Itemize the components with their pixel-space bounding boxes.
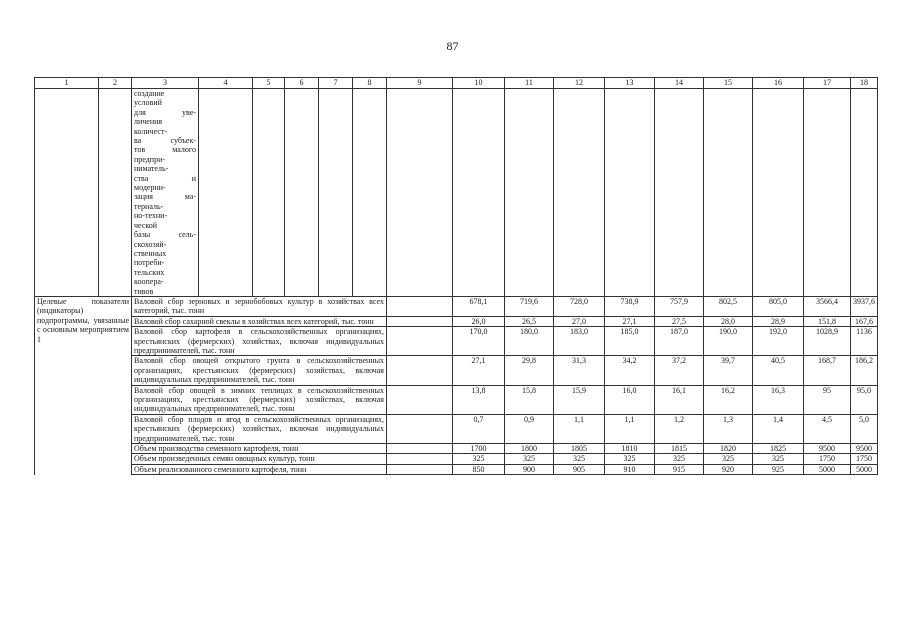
- indicator-name: Валовой сбор зерновых и зернобобовых культур в хозяйствах всех категорий, тыс. тонн: [132, 296, 387, 316]
- cell: [387, 414, 453, 443]
- indicator-value: 5000: [851, 464, 878, 474]
- cell: [285, 89, 319, 297]
- indicator-value: 3937,6: [851, 296, 878, 316]
- column-number-3: 3: [132, 78, 199, 89]
- column-number-7: 7: [319, 78, 353, 89]
- indicator-value: 29,8: [505, 356, 554, 385]
- cell: [851, 89, 878, 297]
- cell: [35, 89, 99, 297]
- indicator-value: 1750: [851, 454, 878, 464]
- indicator-value: 15,8: [505, 385, 554, 414]
- indicator-value: 28,0: [704, 316, 753, 326]
- cell: [753, 89, 804, 297]
- indicator-value: 1810: [605, 444, 655, 454]
- indicator-name: Объем реализованного семенного картофеля, тонн: [132, 464, 387, 474]
- column-number-1: 1: [35, 78, 99, 89]
- measure-text-line: териаль-: [134, 201, 164, 211]
- indicator-value: 1,1: [605, 414, 655, 443]
- indicator-value: 1,1: [554, 414, 605, 443]
- indicator-value: 905: [554, 464, 605, 474]
- indicator-value: 1815: [655, 444, 704, 454]
- indicator-value: 167,6: [851, 316, 878, 326]
- indicator-name: Валовой сбор плодов и ягод в сельскохозяйственных организациях, крестьянских (фермерских) хозяйствах, включая индивидуальных предпринимателей, тыс. тонн: [132, 414, 387, 443]
- indicator-value: 34,2: [605, 356, 655, 385]
- cell: [387, 356, 453, 385]
- cell: [253, 89, 285, 297]
- indicator-value: 151,8: [804, 316, 851, 326]
- indicator-value: 16,0: [605, 385, 655, 414]
- indicator-value: 95,0: [851, 385, 878, 414]
- indicator-value: 9500: [851, 444, 878, 454]
- measure-text-line: создание: [134, 89, 165, 98]
- indicator-value: 31,3: [554, 356, 605, 385]
- indicator-value: 0,7: [453, 414, 505, 443]
- indicator-value: 325: [704, 454, 753, 464]
- measure-text-line: предпри-: [134, 154, 166, 164]
- column-number-16: 16: [753, 78, 804, 89]
- column-number-13: 13: [605, 78, 655, 89]
- measure-text-line: тов малого: [134, 145, 196, 155]
- cell: [505, 89, 554, 297]
- indicator-value: 1820: [704, 444, 753, 454]
- indicator-value: 16,3: [753, 385, 804, 414]
- indicator-value: 186,2: [851, 356, 878, 385]
- cell: [387, 316, 453, 326]
- indicator-value: 37,2: [655, 356, 704, 385]
- indicator-row: [35, 464, 878, 474]
- indicator-value: 27,0: [554, 316, 605, 326]
- indicator-value: 719,6: [505, 296, 554, 316]
- indicator-value: 5000: [804, 464, 851, 474]
- column-number-2: 2: [99, 78, 132, 89]
- indicator-value: 1,3: [704, 414, 753, 443]
- indicator-value: 16,1: [655, 385, 704, 414]
- indicator-value: 738,9: [605, 296, 655, 316]
- indicator-value: 9500: [804, 444, 851, 454]
- column-number-5: 5: [253, 78, 285, 89]
- indicator-value: 190,0: [704, 327, 753, 356]
- indicator-value: 39,7: [704, 356, 753, 385]
- indicator-value: 168,7: [804, 356, 851, 385]
- column-number-14: 14: [655, 78, 704, 89]
- indicator-value: 325: [655, 454, 704, 464]
- indicator-value: 95: [804, 385, 851, 414]
- indicator-value: 850: [453, 464, 505, 474]
- column-number-18: 18: [851, 78, 878, 89]
- indicator-value: 26,0: [453, 316, 505, 326]
- cell: [387, 89, 453, 297]
- cell: [387, 385, 453, 414]
- indicator-value: 28,9: [753, 316, 804, 326]
- cell: [387, 444, 453, 454]
- cell: [387, 296, 453, 316]
- indicator-value: 325: [605, 454, 655, 464]
- indicator-name: Валовой сбор картофеля в сельскохозяйственных организациях, крестьянских (фермерских) хозяйствах, включая индивидуальных предпринимателей, тыс. тонн: [132, 327, 387, 356]
- cell: [387, 454, 453, 464]
- indicator-value: 1136: [851, 327, 878, 356]
- indicator-value: 1800: [505, 444, 554, 454]
- measure-text-line: ва субъек-: [134, 136, 196, 146]
- indicator-value: 915: [655, 464, 704, 474]
- indicator-value: 187,0: [655, 327, 704, 356]
- measure-text-line: модерни-: [134, 183, 166, 193]
- indicator-value: 325: [453, 454, 505, 464]
- column-number-15: 15: [704, 78, 753, 89]
- indicator-value: 40,5: [753, 356, 804, 385]
- indicator-value: 27,5: [655, 316, 704, 326]
- indicator-name: Валовой сбор сахарной свеклы в хозяйствах всех категорий, тыс. тонн: [132, 316, 387, 326]
- indicator-row: [35, 444, 878, 454]
- indicator-value: 4,5: [804, 414, 851, 443]
- measure-description: [132, 89, 199, 297]
- indicator-name: Объем производства семенного картофеля, тонн: [132, 444, 387, 454]
- indicator-value: 26,5: [505, 316, 554, 326]
- indicator-value: 325: [554, 454, 605, 464]
- measure-text-line: но-техни-: [134, 211, 168, 221]
- measure-text-line: количест-: [134, 126, 168, 136]
- indicator-value: 925: [753, 464, 804, 474]
- indicator-value: 183,0: [554, 327, 605, 356]
- measure-text-line: тельских: [134, 267, 165, 277]
- cell: [804, 89, 851, 297]
- indicator-value: 180,0: [505, 327, 554, 356]
- measure-text-line: личения: [134, 117, 163, 127]
- indicator-row: [35, 327, 878, 356]
- column-number-10: 10: [453, 78, 505, 89]
- indicator-value: 185,0: [605, 327, 655, 356]
- measure-text-line: тивов: [134, 286, 154, 296]
- indicator-row: [35, 385, 878, 414]
- indicator-group-label: Целевые показатели (индикаторы) подпрограммы, увязанные с основным мероприятием 1: [35, 296, 132, 474]
- indicator-value: 16,2: [704, 385, 753, 414]
- measure-text-line: для уве-: [134, 107, 196, 117]
- measure-text-line: зация ма-: [134, 192, 196, 202]
- measure-text-line: ственных: [134, 248, 167, 258]
- cell: [453, 89, 505, 297]
- indicator-value: 13,8: [453, 385, 505, 414]
- indicator-value: 192,0: [753, 327, 804, 356]
- indicator-value: 757,9: [655, 296, 704, 316]
- indicator-value: 5,0: [851, 414, 878, 443]
- indicator-value: 1028,9: [804, 327, 851, 356]
- indicator-value: 27,1: [453, 356, 505, 385]
- measure-text-line: потреби-: [134, 258, 165, 268]
- indicator-row: [35, 296, 878, 316]
- column-number-6: 6: [285, 78, 319, 89]
- measure-text-line: ства и: [134, 173, 196, 183]
- indicator-value: 900: [505, 464, 554, 474]
- indicator-value: 1750: [804, 454, 851, 464]
- indicator-name: Валовой сбор овощей в зимних теплицах в сельскохозяйственных организациях, крестьянских (фермерских) хозяйствах, включая индивидуальных предпринимателей, тыс. тонн: [132, 385, 387, 414]
- indicator-value: 15,9: [554, 385, 605, 414]
- indicator-name: Объем произведенных семян овощных культур, тонн: [132, 454, 387, 464]
- cell: [387, 464, 453, 474]
- indicator-value: 802,5: [704, 296, 753, 316]
- indicator-value: 1825: [753, 444, 804, 454]
- indicator-value: 728,0: [554, 296, 605, 316]
- indicator-value: 325: [505, 454, 554, 464]
- indicator-value: 170,0: [453, 327, 505, 356]
- indicator-row: [35, 316, 878, 326]
- column-number-11: 11: [505, 78, 554, 89]
- indicator-value: 1,2: [655, 414, 704, 443]
- indicator-value: 325: [753, 454, 804, 464]
- measure-text-line: скохозяй-: [134, 239, 167, 249]
- indicator-value: 1,4: [753, 414, 804, 443]
- cell: [387, 327, 453, 356]
- indicator-value: 3566,4: [804, 296, 851, 316]
- indicator-value: 1805: [554, 444, 605, 454]
- column-number-4: 4: [199, 78, 253, 89]
- indicator-value: 920: [704, 464, 753, 474]
- cell: [199, 89, 253, 297]
- indicator-row: [35, 414, 878, 443]
- column-number-8: 8: [353, 78, 387, 89]
- indicator-value: 910: [605, 464, 655, 474]
- measure-text-line: ческой: [134, 220, 158, 230]
- cell: [655, 89, 704, 297]
- indicators-table: [34, 77, 878, 475]
- cell: [605, 89, 655, 297]
- column-number-17: 17: [804, 78, 851, 89]
- indicator-value: 1700: [453, 444, 505, 454]
- cell: [353, 89, 387, 297]
- cell: [554, 89, 605, 297]
- cell: [704, 89, 753, 297]
- indicator-row: [35, 356, 878, 385]
- measure-text-line: ниматель-: [134, 164, 169, 174]
- measure-row: [35, 89, 878, 297]
- cell: [99, 89, 132, 297]
- column-number-9: 9: [387, 78, 453, 89]
- indicator-value: 678,1: [453, 296, 505, 316]
- measure-text-line: условий: [134, 98, 162, 108]
- measure-text-line: базы сель-: [134, 230, 196, 240]
- measure-text-line: коопера-: [134, 277, 164, 287]
- indicator-value: 0,9: [505, 414, 554, 443]
- indicator-value: 27,1: [605, 316, 655, 326]
- cell: [319, 89, 353, 297]
- column-number-row: [35, 78, 878, 89]
- indicator-value: 805,0: [753, 296, 804, 316]
- column-number-12: 12: [554, 78, 605, 89]
- page-number: 87: [446, 39, 459, 53]
- indicator-row: [35, 454, 878, 464]
- indicator-name: Валовой сбор овощей открытого грунта в сельскохозяйственных организациях, крестьянских (фермерских) хозяйствах, включая индивидуальных предпринимателей, тыс. тонн: [132, 356, 387, 385]
